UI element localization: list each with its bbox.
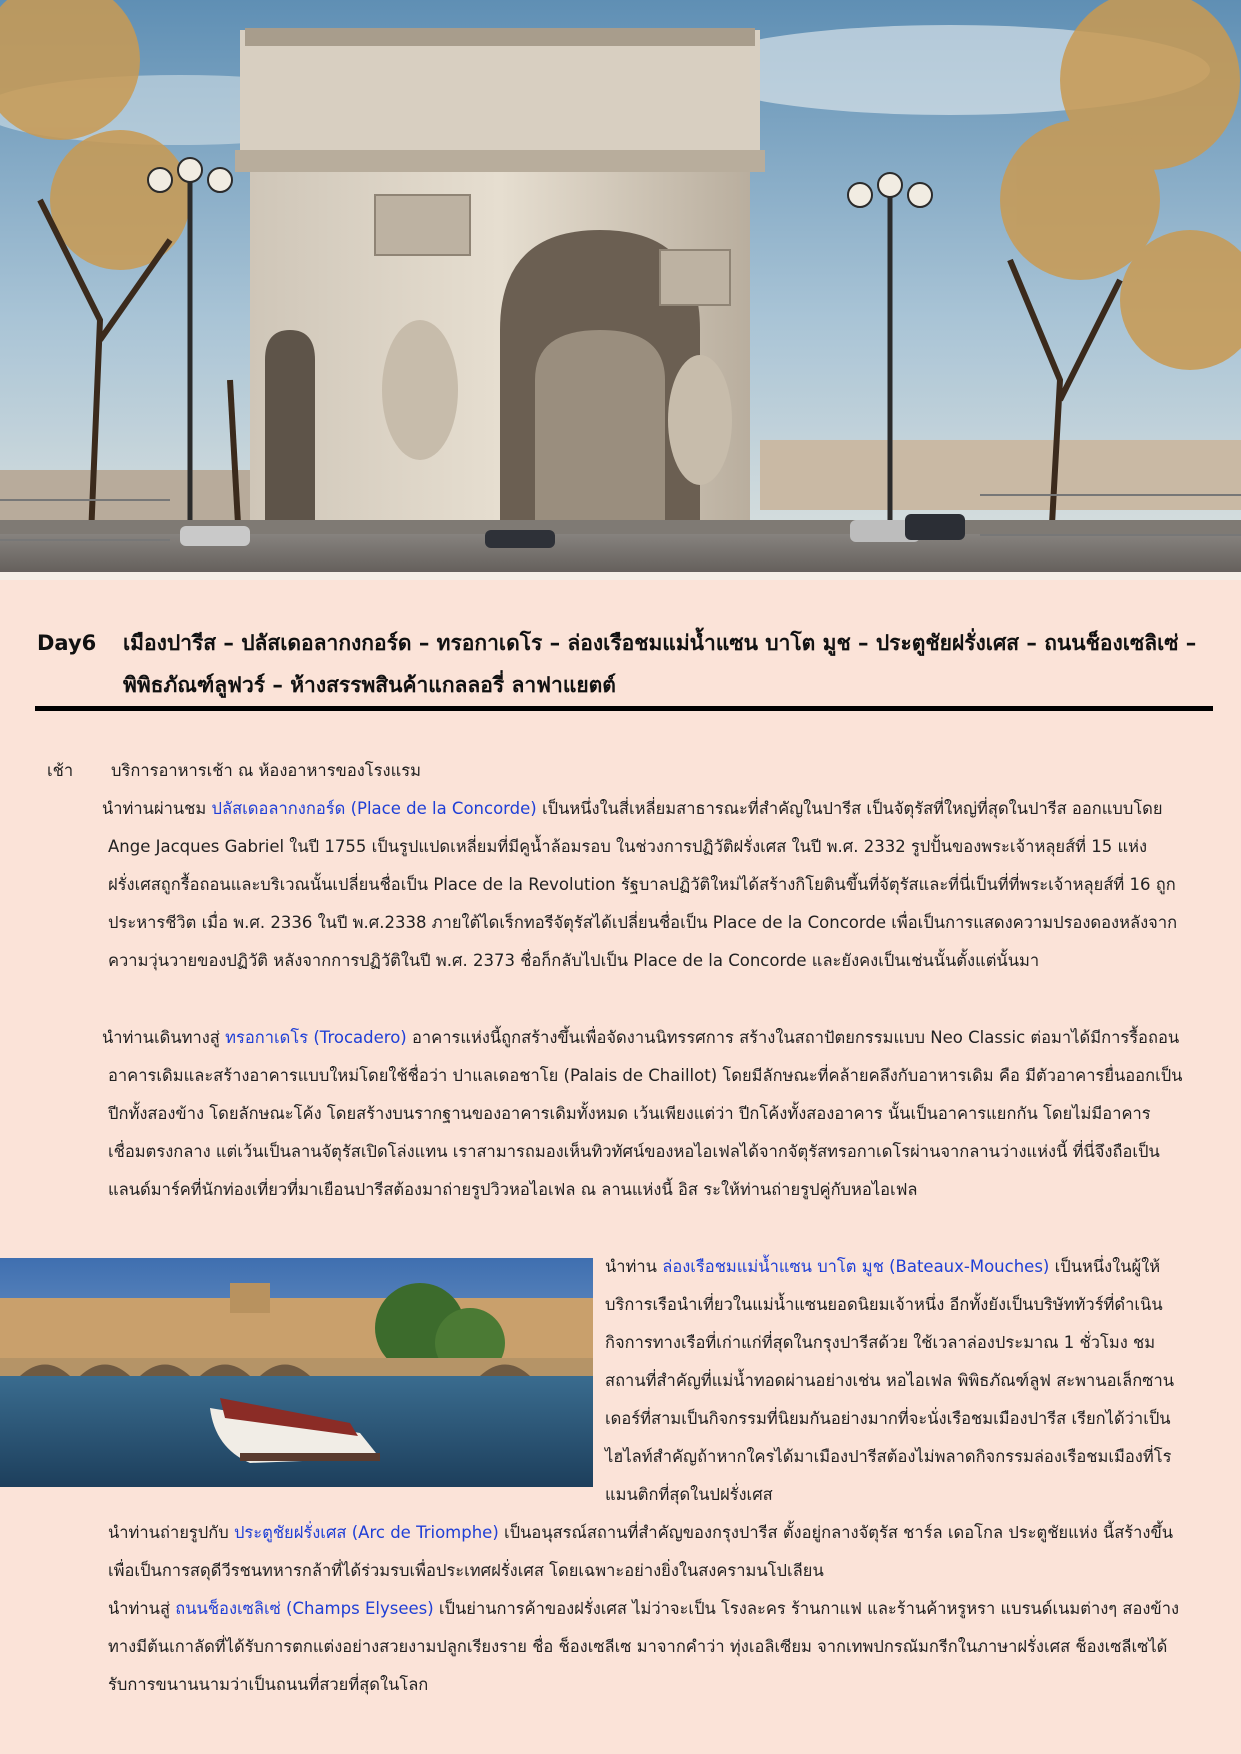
arc-intro: นำท่านถ่ายรูปกับ xyxy=(108,1523,234,1542)
breakfast-text: บริการอาหารเช้า ณ ห้องอาหารของโรงแรม xyxy=(111,761,421,780)
header-divider xyxy=(35,706,1213,711)
arc-body: เป็นอนุสรณ์สถานที่สำคัญของกรุงปารีส ตั้งอยู่กลางจัตุรัส ชาร์ล เดอโกล ประตูชัยแห่ง นี้สร้างขึ้นเพื่อเป็นการสดุดีวีรชนทหารกล้าที่ได้ร่วมรบเพื่อประเทศฝรั่งเศส โดยเฉพาะอย่างยิ่งในสงครามนโปเลียน xyxy=(108,1523,1174,1580)
cruise-name: ล่องเรือชมแม่น้ำแซน บาโต มูช (Bateaux-Mouches) xyxy=(662,1257,1050,1276)
cruise-paragraph xyxy=(605,1248,1183,1514)
arc-de-triomphe-photo xyxy=(0,0,1241,580)
champs-body: เป็นย่านการค้าของฝรั่งเศส ไม่ว่าจะเป็น โรงละคร ร้านกาแฟ และร้านค้าหรูหรา แบรนด์เนมต่างๆ สองข้างทางมีต้นเกาลัดที่ได้รับการตกแต่งอย่างสวยงามปลูกเรียงราย ชื่อ ช็องเซลีเซ มาจากคำว่า ทุ่งเอลิเซียม จากเทพปกรณัมกรีกในภาษาฝรั่งเศส ช็องเซลีเซได้รับการขนานนามว่าเป็นถนนที่สวยที่สุดในโลก xyxy=(108,1599,1180,1694)
champs-paragraph xyxy=(108,1590,1183,1704)
cruise-intro: นำท่าน xyxy=(605,1257,663,1276)
trocadero-paragraph xyxy=(102,1019,1183,1209)
day-title: เมืองปารีส – ปลัสเดอลากงกอร์ด – ทรอกาเดโร – ล่องเรือชมแม่น้ำแซน บาโต มูช – ประตูชัยฝรั่งเศส – ถนนช็องเซลิเซ่ – พิพิธภัณฑ์ลูฟวร์ – ห้างสรรพสินค้าแกลลอรี่ ลาฟาแยตต์ xyxy=(123,631,1197,697)
concorde-name: ปลัสเดอลากงกอร์ด (Place de la Concorde) xyxy=(211,799,537,818)
champs-intro: นำท่านสู่ xyxy=(108,1599,176,1618)
arc-paragraph xyxy=(108,1514,1183,1590)
trocadero-name: ทรอกาเดโร (Trocadero) xyxy=(225,1028,407,1047)
concorde-paragraph xyxy=(102,790,1183,980)
day-label: Day6 xyxy=(37,631,97,655)
day-header xyxy=(37,622,1212,706)
champs-name: ถนนช็องเซลิเซ่ (Champs Elysees) xyxy=(175,1599,434,1618)
arc-name: ประตูชัยฝรั่งเศส (Arc de Triomphe) xyxy=(233,1523,499,1542)
seine-cruise-photo xyxy=(0,1258,593,1487)
breakfast-label: เช้า xyxy=(47,761,74,780)
trocadero-intro: นำท่านเดินทางสู่ xyxy=(102,1028,226,1047)
concorde-body: เป็นหนึ่งในสี่เหลี่ยมสาธารณะที่สำคัญในปารีส เป็นจัตุรัสที่ใหญ่ที่สุดในปารีส ออกแบบโดย Ange Jacques Gabriel ในปี 1755 เป็นรูปแปดเหลี่ยมที่มีคูน้ำล้อมรอบ ในช่วงการปฏิวัติฝรั่งเศส ในปี พ.ศ. 2332 รูปปั้นของพระเจ้าหลุยส์ที่ 15 แห่งฝรั่งเศสถูกรื้อถอนและบริเวณนั้นเปลี่ยนชื่อเป็น Place de la Revolution รัฐบาลปฏิวัติใหม่ได้สร้างกิโยตินขึ้นที่จัตุรัสและที่นี่เป็นที่ที่พระเจ้าหลุยส์ที่ 16 ถูกประหารชีวิต เมื่อ พ.ศ. 2336 ในปี พ.ศ.2338 ภายใต้ไดเร็กทอรีจัตุรัสได้เปลี่ยนชื่อเป็น Place de la Concorde เพื่อเป็นการแสดงความปรองดองหลังจากความวุ่นวายของปฏิวัติ หลังจากการปฏิวัติในปี พ.ศ. 2373 ชื่อก็กลับไปเป็น Place de la Concorde และยังคงเป็นเช่นนั้นตั้งแต่นั้นมา xyxy=(108,799,1178,970)
concorde-intro: นำท่านผ่านชม xyxy=(102,799,212,818)
cruise-body: เป็นหนึ่งในผู้ให้บริการเรือนำเที่ยวในแม่น้ำแซนยอดนิยมเจ้าหนึ่ง อีกทั้งยังเป็นบริษัททัวร์ที่ดำเนินกิจการทางเรือที่เก่าแก่ที่สุดในกรุงปารีสด้วย ใช้เวลาล่องประมาณ 1 ชั่วโมง ชมสถานที่สำคัญที่แม่น้ำทอดผ่านอย่างเช่น หอไอเฟล พิพิธภัณฑ์ลูฟ สะพานอเล็กซานเดอร์ที่สามเป็นกิจกรรมที่นิยมกันอย่างมากที่จะนั่งเรือชมเมืองปารีส เรียกได้ว่าเป็นไฮไลท์สำคัญถ้าหากใครได้มาเมืองปารีสต้องไม่พลาดกิจกรรมล่องเรือชมเมืองที่โรแมนติกที่สุดในปฝรั่งเศส xyxy=(605,1257,1174,1504)
trocadero-body: อาคารแห่งนี้ถูกสร้างขึ้นเพื่อจัดงานนิทรรศการ สร้างในสถาปัตยกรรมแบบ Neo Classic ต่อมาได้มีการรื้อถอนอาคารเดิมและสร้างอาคารแบบใหม่โดยใช้ชื่อว่า ปาแลเดอชาโย (Palais de Chaillot) โดยมีลักษณะที่คล้ายคลึงกับอาหารเดิม คือ มีตัวอาคารยื่นออกเป็นปีกทั้งสองข้าง โดยลักษณะโค้ง โดยสร้างบนรากฐานของอาคารเดิมทั้งหมด เว้นเพียงแต่ว่า ปีกโค้งทั้งสองอาคาร นั้นเป็นอาคารแยกกัน โดยไม่มีอาคารเชื่อมตรงกลาง แต่เว้นเป็นลานจัตุรัสเปิดโล่งแทน เราสามารถมองเห็นทิวทัศน์ของหอไอเฟลได้จากจัตุรัสทรอกาเดโรผ่านจากลานว่างแห่งนี้ ที่นี่จึงถือเป็นแลนด์มาร์คที่นักท่องเที่ยวที่มาเยือนปารีสต้องมาถ่ายรูปวิวหอไอเฟล ณ ลานแห่งนี้ อิส ระให้ท่านถ่ายรูปคู่กับหอไอเฟล xyxy=(108,1028,1183,1199)
